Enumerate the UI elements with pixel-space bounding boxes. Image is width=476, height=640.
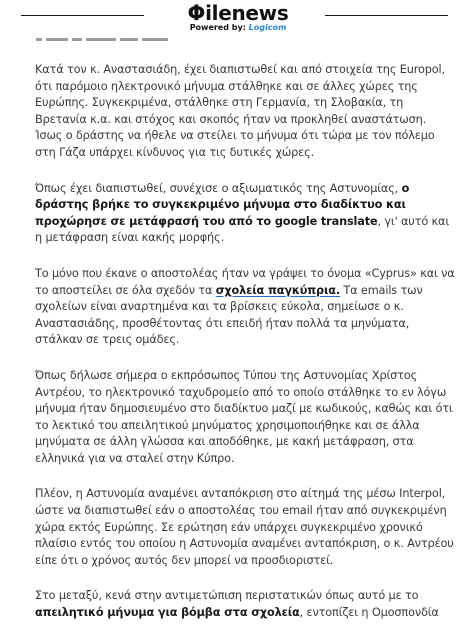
paragraph-3-intro: Το μόνο που έκανε ο αποστολέας ήταν να γράψει το όνομα «Cyprus» και να το αποστείλει σε όλα σχεδόν τα bbox=[35, 266, 455, 297]
paragraph-3-outro: Τα emails των σχολείων είναι αναρτημένα και τα βρίσκεις εύκολα, σημείωσε ο κ. Αναστασιάδης, προσθέτοντας ότι επειδή ήταν πολλά τα μηνύματα, στάλκαν σε τρεις ομάδες. bbox=[35, 283, 423, 347]
powered-by-label: Powered by: bbox=[189, 23, 249, 32]
paragraph-2-intro: Όπως έχει διαπιστωθεί, συνέχισε ο αξιωματικός της Αστυνομίας, bbox=[35, 181, 402, 195]
paragraph-6-highlight: απειλητικό μήνυμα για βόμβα στα σχολεία bbox=[35, 606, 300, 620]
article-paragraph-2 bbox=[35, 181, 455, 247]
article-paragraph-6 bbox=[35, 588, 455, 621]
article-body bbox=[35, 62, 455, 640]
article-paragraph-3 bbox=[35, 266, 455, 349]
article-paragraph-1: Κατά τον κ. Αναστασιάδη, έχει διαπιστωθεί και από στοιχεία της Europol, ότι παρόμοιο ηλεκτρονικό μήνυμα στάλθηκε και σε άλλες χώρες της Ευρώπης. Συγκεκριμένα, στάλθηκε στη Γερμανία, τη Σλοβακία, τη Βρετανία κ.α. και στόχος και σκοπός ήταν να προκληθεί αναστάτωση. Ίσως ο δράστης να ήθελε να στείλει το μήνυμα ότι τώρα με τον πόλεμο στη Γάζα υπάρχει κίνδυνος για τις δυτικές χώρες. bbox=[35, 63, 445, 159]
paragraph-2-outro: , γι' αυτό και η μετάφραση είναι κακής μορφής. bbox=[35, 214, 450, 245]
clipped-text-line bbox=[36, 38, 186, 44]
site-header bbox=[0, 0, 476, 40]
powered-by-brand: Logicom bbox=[248, 23, 287, 32]
logo-text: ilenews bbox=[205, 1, 289, 25]
paragraph-6-outro: , εντοπίζει η Ομοσπονδία bbox=[299, 606, 439, 620]
schools-link[interactable]: σχολεία παγκύπρια. bbox=[215, 283, 340, 297]
header-divider-right bbox=[325, 15, 448, 16]
paragraph-2-highlight: ο δράστης βρήκε το συγκεκριμένο μήνυμα στο διαδίκτυο και προχώρησε σε μετάφρασή του από το google translate bbox=[35, 181, 410, 228]
article-paragraph-5: Πλέον, η Αστυνομία αναμένει ανταπόκριση στο αίτημά της μέσω Interpol, ώστε να διαπιστωθεί εάν ο αποστολέας του email ήταν από συγκεκριμένη χώρα εκτός Ευρώπης. Σε ερώτηση εάν υπάρχει συγκεκριμένο χρονικό πλαίσιο εντός του οποίου η Αστυνομία αναμένει ανταπόκριση, ο κ. Αντρέου είπε ότι ο χρόνος αυτός δεν μπορεί να προσδιοριστεί. bbox=[35, 487, 454, 567]
site-logo[interactable] bbox=[150, 0, 326, 33]
header-divider-left bbox=[21, 15, 144, 16]
powered-by-line bbox=[150, 23, 326, 33]
article-paragraph-4: Όπως δήλωσε σήμερα ο εκπρόσωπος Τύπου της Αστυνομίας Χρίστος Αντρέου, το ηλεκτρονικό ταχυδρομείο από το οποίο στάλθηκε το εν λόγω μήνυμα ήταν δημοσιευμένο στο διαδίκτυο μαζί με κωδικούς, καθώς και ότι το λεκτικό του απειλητικού μηνύματος χρησιμοποιήθηκε και σε άλλα μηνύματα σε άλλη γλώσσα και αποδόθηκε, με κακή μετάφραση, στα ελληνικά για να σταλεί στην Κύπρο. bbox=[35, 368, 453, 465]
logo-phi-glyph: Φ bbox=[187, 1, 206, 25]
paragraph-6-intro: Στο μεταξύ, κενά στην αντιμετώπιση περιστατικών όπως αυτό με το bbox=[35, 589, 419, 603]
